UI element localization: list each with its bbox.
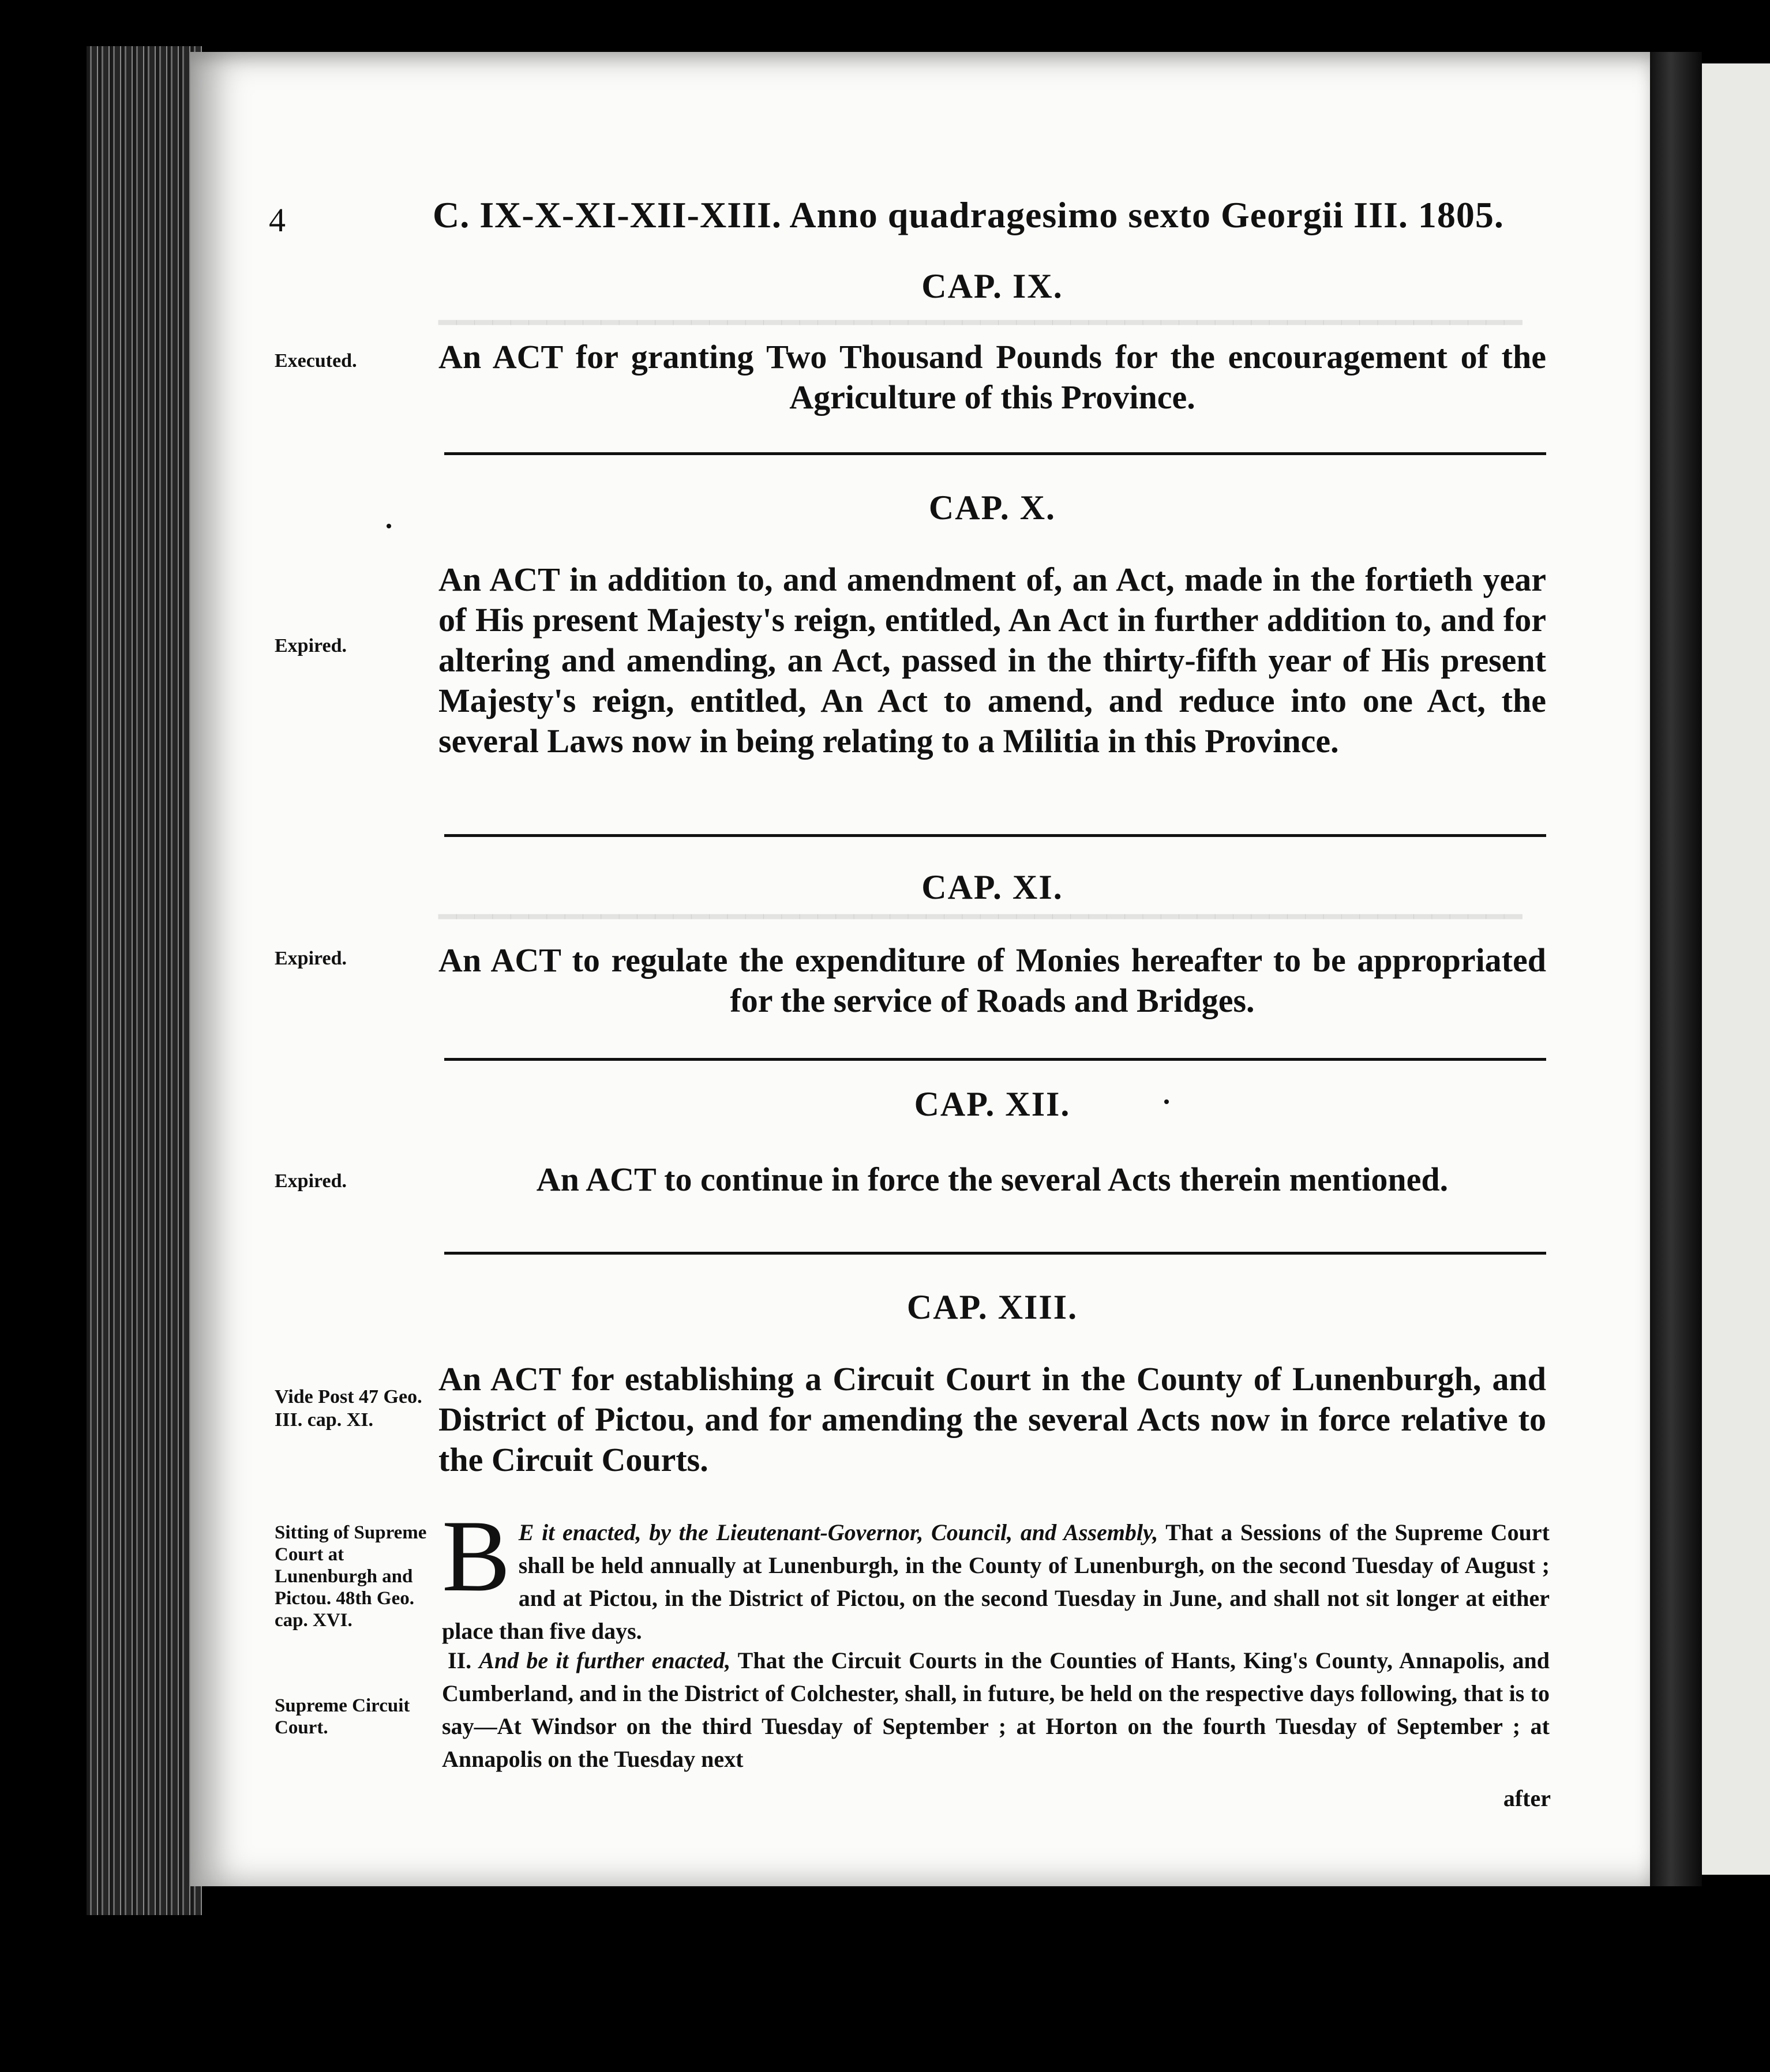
- margin-note: Expired.: [275, 635, 347, 656]
- drop-cap: B: [442, 1499, 511, 1613]
- catchword: after: [1503, 1785, 1551, 1811]
- chapter-heading: CAP. XIII.: [906, 1288, 1078, 1326]
- act-title: An ACT for granting Two Thousand Pounds for the encouragement of the Agriculture of this Province.: [438, 338, 1546, 416]
- chapter-heading: CAP. IX.: [921, 267, 1063, 305]
- section-rule: [444, 834, 1546, 837]
- margin-note: Sitting of Supreme Court at Lunenburgh and Pictou. 48th Geo. cap. XVI.: [275, 1522, 427, 1631]
- section-text: That the Circuit Courts in the Counties of Hants, King's County, Annapolis, and Cumberland, and in the District of Colchester, shall, in future, be held on the respective days following, that is to say—At Windsor on the third Tuesday of September ; at Horton on the fourth Tuesday of September ; at Annapolis on the Tuesday next: [442, 1647, 1550, 1772]
- chapter-heading: CAP. XI.: [921, 868, 1063, 906]
- chapter-heading: CAP. XII.: [914, 1085, 1071, 1123]
- section-rule: [444, 1058, 1546, 1061]
- act-title: An ACT for establishing a Circuit Court in the County of Lunenburgh, and District of Pictou, and for amending the several Acts now in force relative to the Circuit Courts.: [438, 1360, 1546, 1478]
- running-head: C. IX-X-XI-XII-XIII. Anno quadragesimo sexto Georgii III. 1805.: [433, 194, 1504, 235]
- margin-note: Expired.: [275, 948, 347, 969]
- facing-page-edge: [1702, 63, 1770, 1875]
- ink-speck: [387, 524, 391, 528]
- show-through-text: ━━━━━━━━━━━━━━━━━━━━━━━━━━━━━━━━━━━━━━━━━━━━━━━━━━━━━━━━━━━━: [438, 307, 1522, 340]
- section-number: II.: [448, 1647, 472, 1673]
- book-gutter: [1650, 52, 1702, 1886]
- margin-note: Vide Post 47 Geo. III. cap. XI.: [275, 1386, 422, 1431]
- show-through-text: ━━━━━━━━━━━━━━━━━━━━━━━━━━━━━━━━━━━━━━━━━━━━━━━━━━━━━━━━━━━━: [438, 901, 1522, 934]
- margin-note: Supreme Circuit Court.: [275, 1695, 410, 1738]
- enacting-clause: [442, 1499, 1550, 1647]
- section-two: [442, 1644, 1550, 1776]
- section-text: That a Sessions of the Supreme Court shall be held annually at Lunenburgh, in the County of Lunenburgh, on the second Tuesday of August ; and at Pictou, in the District of Pictou, on the second Tuesday in June, and shall not sit longer at either place than five days.: [442, 1519, 1550, 1644]
- act-title: An ACT to regulate the expenditure of Monies hereafter to be appropriated for the service of Roads and Bridges.: [438, 941, 1546, 1019]
- ink-speck: [1164, 1099, 1169, 1104]
- margin-note: Executed.: [275, 350, 357, 371]
- page-number: 4: [269, 201, 286, 239]
- section-rule: [444, 452, 1546, 455]
- act-title: An ACT to continue in force the several Acts therein mentioned.: [536, 1161, 1449, 1198]
- act-title: An ACT in addition to, and amendment of, an Act, made in the fortieth year of His present Majesty's reign, entitled, An Act in further addition to, and for altering and amending, an Act, passed in the thirty-fifth year of His present Majesty's reign, entitled, An Act to amend, and reduce into one Act, the several Laws now in being relating to a Militia in this Province.: [438, 561, 1546, 760]
- enacting-formula: And be it further enacted,: [479, 1647, 731, 1673]
- chapter-heading: CAP. X.: [928, 489, 1056, 527]
- enacting-formula: E it enacted, by the Lieutenant-Governor, Council, and Assembly,: [518, 1519, 1158, 1545]
- section-rule: [444, 1252, 1546, 1255]
- margin-note: Expired.: [275, 1170, 347, 1192]
- book-page-edges: [87, 46, 202, 1915]
